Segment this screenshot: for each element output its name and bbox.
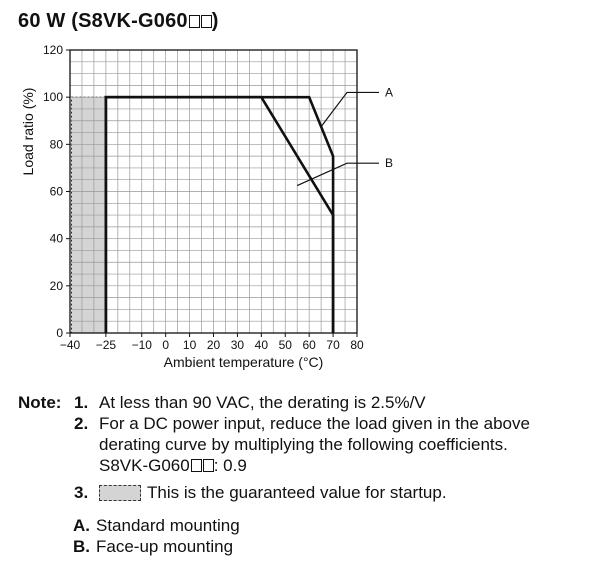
x-tick-label: 80 <box>350 338 364 352</box>
coefficient-prefix: S8VK-G060 <box>99 456 190 475</box>
y-tick-label: 120 <box>42 43 63 57</box>
placeholder-box-icon <box>191 459 202 472</box>
leader-line-a <box>321 92 379 126</box>
legend-text: Standard mounting <box>96 516 240 535</box>
mounting-legend <box>73 515 240 557</box>
series-label-a: A <box>385 85 394 100</box>
y-tick-label: 20 <box>49 278 63 293</box>
y-tick-label: 80 <box>49 137 63 152</box>
x-tick-label: 10 <box>182 338 197 352</box>
notes-label: Note: <box>18 393 62 412</box>
legend-key: B. <box>73 537 90 556</box>
note-text <box>99 482 447 503</box>
x-tick-label: 0 <box>162 338 170 352</box>
x-tick-label: 20 <box>206 338 221 352</box>
y-tick-label: 60 <box>49 184 63 199</box>
series-label-b: B <box>385 156 394 171</box>
y-axis-label: Load ratio (%) <box>20 87 36 176</box>
note-number: 1. <box>74 393 89 412</box>
note-3-text: This is the guaranteed value for startup. <box>147 483 447 502</box>
coefficient-text <box>99 455 247 476</box>
x-tick-label: 70 <box>326 338 340 352</box>
legend-text: Face-up mounting <box>96 537 234 556</box>
legend-item-a <box>73 515 240 536</box>
x-tick-label: 60 <box>302 338 316 352</box>
placeholder-box-icon <box>203 459 214 472</box>
x-tick-label: 30 <box>230 338 245 352</box>
note-number: 3. <box>74 483 89 502</box>
x-axis-label: Ambient temperature (°C) <box>163 354 324 370</box>
coefficient-suffix: : 0.9 <box>213 456 247 475</box>
y-tick-label: 100 <box>42 90 63 105</box>
title-text: 60 W (S8VK-G060 <box>18 10 188 32</box>
legend-item-b <box>73 536 240 557</box>
y-tick-label: 0 <box>56 326 63 340</box>
x-tick-label: −10 <box>131 338 152 352</box>
note-text: For a DC power input, reduce the load given in the above <box>99 414 530 433</box>
note-number: 2. <box>74 414 89 433</box>
x-tick-label: 50 <box>278 338 292 352</box>
startup-region-swatch-icon <box>99 485 141 501</box>
legend-key: A. <box>73 516 90 535</box>
x-tick-label: −40 <box>59 338 81 352</box>
note-text: At less than 90 VAC, the derating is 2.5%/V <box>99 393 426 412</box>
x-tick-label: 40 <box>254 338 269 352</box>
y-tick-label: 40 <box>49 231 63 246</box>
note-text: derating curve by multiplying the following coefficients. <box>99 435 508 454</box>
x-tick-label: −25 <box>95 338 117 352</box>
title-suffix: ) <box>211 10 219 32</box>
